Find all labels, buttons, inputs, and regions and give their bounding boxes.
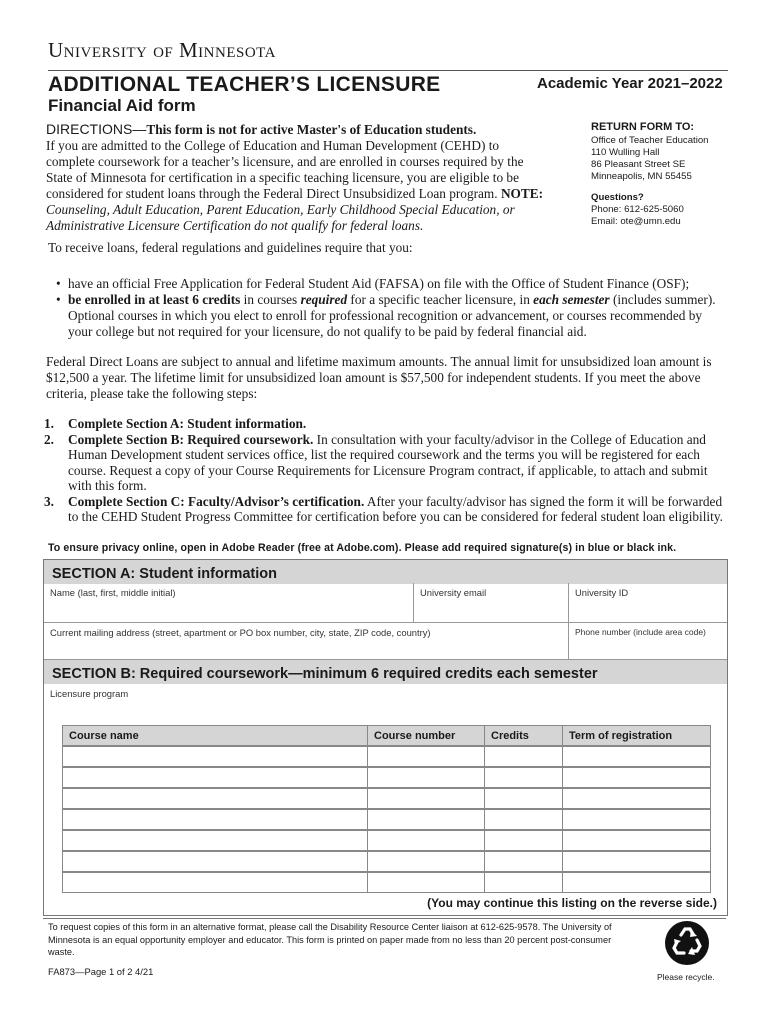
- footer-rule: [43, 918, 726, 919]
- directions-note: This form is not for active Master's of Education students.: [146, 122, 477, 137]
- return-form-block: [591, 121, 741, 228]
- university-id-field[interactable]: [569, 583, 727, 623]
- id-label: University ID: [575, 587, 629, 598]
- table-row: [62, 747, 712, 768]
- course-table: [62, 726, 712, 892]
- phone-field[interactable]: [569, 623, 727, 660]
- term-cell[interactable]: [562, 851, 711, 872]
- course-number-cell[interactable]: [367, 788, 485, 809]
- address-label: Current mailing address (street, apartment or PO box number, city, state, ZIP code, country): [50, 627, 431, 638]
- note-text: Counseling, Adult Education, Parent Education, Early Childhood Special Education, or Administrative Licensure Certification do not qualify for federal loans.: [46, 202, 515, 233]
- header-rule: [48, 70, 728, 71]
- address-field[interactable]: [44, 623, 569, 660]
- table-row: [62, 873, 712, 894]
- text: required: [300, 292, 348, 307]
- text: (includes summer). Optional courses in which you elect to enroll for professional recognition or advancement, or courses recommended by your college but not required for your licensure, do not qualify to be paid by federal financial aid.: [68, 292, 716, 339]
- return-heading: RETURN FORM TO:: [591, 121, 695, 133]
- table-row: [62, 810, 712, 831]
- step-number: 1.: [44, 416, 54, 431]
- text: in courses: [240, 292, 301, 307]
- step-text: After your faculty/advisor has signed the form it will be forwarded to the CEHD Student Progress Committee for certification before you can be considered for federal student loan eligibility.: [68, 493, 723, 524]
- program-label: Licensure program: [50, 688, 129, 699]
- directions-body: If you are admitted to the College of Education and Human Development (CEHD) to complete coursework for a teacher’s licensure, and are enrolled in courses required by the State of Minnesota for certification in a specific teaching licensure, you are eligible to be considered for student loans through the Federal Direct Unsubsidized Loan program.: [46, 138, 524, 201]
- email-field[interactable]: [414, 583, 569, 623]
- column-header: Term of registration: [562, 725, 711, 746]
- page-number: FA873—Page 1 of 2 4/21: [48, 966, 154, 977]
- table-row: [62, 768, 712, 789]
- table-row: [62, 789, 712, 810]
- step-number: 2.: [44, 431, 54, 447]
- column-header: Course name: [62, 725, 368, 746]
- email-label: University email: [420, 587, 487, 598]
- term-cell[interactable]: [562, 746, 711, 767]
- step-item: [44, 494, 734, 525]
- step-number: 3.: [44, 493, 54, 509]
- course-number-cell[interactable]: [367, 746, 485, 767]
- form-subtitle: Financial Aid form: [48, 96, 196, 115]
- course-number-cell[interactable]: [367, 872, 485, 893]
- list-item: [56, 292, 726, 340]
- term-cell[interactable]: [562, 767, 711, 788]
- credits-cell[interactable]: [484, 788, 563, 809]
- university-name: University of Minnesota: [48, 38, 276, 62]
- name-field[interactable]: [44, 583, 414, 623]
- contact-phone: Phone: 612-625-5060: [591, 204, 684, 215]
- course-number-cell[interactable]: [367, 809, 485, 830]
- academic-year: Academic Year 2021–2022: [537, 75, 723, 92]
- course-number-cell[interactable]: [367, 830, 485, 851]
- regs-intro: To receive loans, federal regulations and guidelines require that you:: [48, 240, 413, 255]
- questions-label: Questions?: [591, 192, 644, 203]
- credits-cell[interactable]: [484, 851, 563, 872]
- term-cell[interactable]: [562, 809, 711, 830]
- recycle-label: Please recycle.: [657, 972, 715, 982]
- credit-requirement: be enrolled in at least 6 credits: [68, 292, 241, 307]
- table-header-row: [62, 726, 712, 747]
- return-line: Minneapolis, MN 55455: [591, 171, 692, 182]
- text: each semester: [533, 292, 610, 307]
- course-name-cell[interactable]: [62, 872, 368, 893]
- directions-heading: DIRECTIONS—: [46, 121, 147, 137]
- course-name-cell[interactable]: [62, 830, 368, 851]
- phone-label: Phone number (include area code): [575, 627, 706, 637]
- term-cell[interactable]: [562, 830, 711, 851]
- course-number-cell[interactable]: [367, 851, 485, 872]
- form-area: [43, 559, 728, 916]
- credits-cell[interactable]: [484, 830, 563, 851]
- form-title: ADDITIONAL TEACHER’S LICENSURE: [48, 73, 441, 96]
- privacy-note: To ensure privacy online, open in Adobe Reader (free at Adobe.com). Please add required signature(s) in blue or black ink.: [48, 542, 677, 554]
- step-title: Complete Section A: Student information.: [68, 416, 307, 431]
- list-item: • have an official Free Application for Federal Student Aid (FAFSA) on file with the Office of Student Finance (OSF);: [56, 276, 726, 292]
- course-name-cell[interactable]: [62, 809, 368, 830]
- table-row: [62, 831, 712, 852]
- section-b-heading: SECTION B: Required coursework—minimum 6 required credits each semester: [44, 660, 727, 684]
- course-name-cell[interactable]: [62, 851, 368, 872]
- directions-block: [46, 121, 546, 234]
- continue-note: (You may continue this listing on the reverse side.): [427, 896, 717, 910]
- credits-cell[interactable]: [484, 809, 563, 830]
- return-line: 86 Pleasant Street SE: [591, 159, 686, 170]
- note-label: NOTE:: [500, 186, 544, 201]
- course-name-cell[interactable]: [62, 767, 368, 788]
- step-item: [44, 416, 734, 432]
- step-item: [44, 432, 734, 494]
- loan-limits-text: Federal Direct Loans are subject to annual and lifetime maximum amounts. The annual limit for unsubsidized loan amount is $12,500 a year. The lifetime limit for unsubsidized loan amount is $57,500 for independent students. If you meet the above criteria, please take the following steps:: [46, 354, 712, 401]
- course-name-cell[interactable]: [62, 746, 368, 767]
- return-line: Office of Teacher Education: [591, 135, 709, 146]
- return-line: 110 Wulling Hall: [591, 147, 660, 158]
- credits-cell[interactable]: [484, 746, 563, 767]
- step-title: Complete Section B: Required coursework.: [68, 431, 314, 447]
- section-a-heading: SECTION A: Student information: [44, 560, 727, 584]
- credits-cell[interactable]: [484, 872, 563, 893]
- credits-cell[interactable]: [484, 767, 563, 788]
- step-text: In consultation with your faculty/advisor in the College of Education and Human Development student services office, list the required coursework and the terms you will be registered for each course. Request a copy of your Course Requirements for Licensure Program contract, if applicable, to attach and submit with this form.: [68, 431, 708, 493]
- text: for a specific teacher licensure, in: [347, 292, 534, 307]
- recycle-icon: [664, 920, 710, 966]
- step-title: Complete Section C: Faculty/Advisor’s certification.: [68, 493, 365, 509]
- licensure-program-field[interactable]: [44, 684, 727, 718]
- column-header: Course number: [367, 725, 485, 746]
- requirements-list: [56, 276, 726, 340]
- term-cell[interactable]: [562, 872, 711, 893]
- steps-list: [44, 416, 734, 525]
- contact-email: Email: ote@umn.edu: [591, 216, 681, 227]
- table-row: [62, 852, 712, 873]
- column-header: Credits: [484, 725, 563, 746]
- course-number-cell[interactable]: [367, 767, 485, 788]
- course-name-cell[interactable]: [62, 788, 368, 809]
- name-label: Name (last, first, middle initial): [50, 587, 176, 598]
- footer-text: To request copies of this form in an alternative format, please call the Disability Resource Center liaison at 612-625-9578. The University of Minnesota is an equal opportunity employer and educator. This form is printed on paper made from no less than 20 percent post-consumer waste.: [48, 922, 612, 957]
- term-cell[interactable]: [562, 788, 711, 809]
